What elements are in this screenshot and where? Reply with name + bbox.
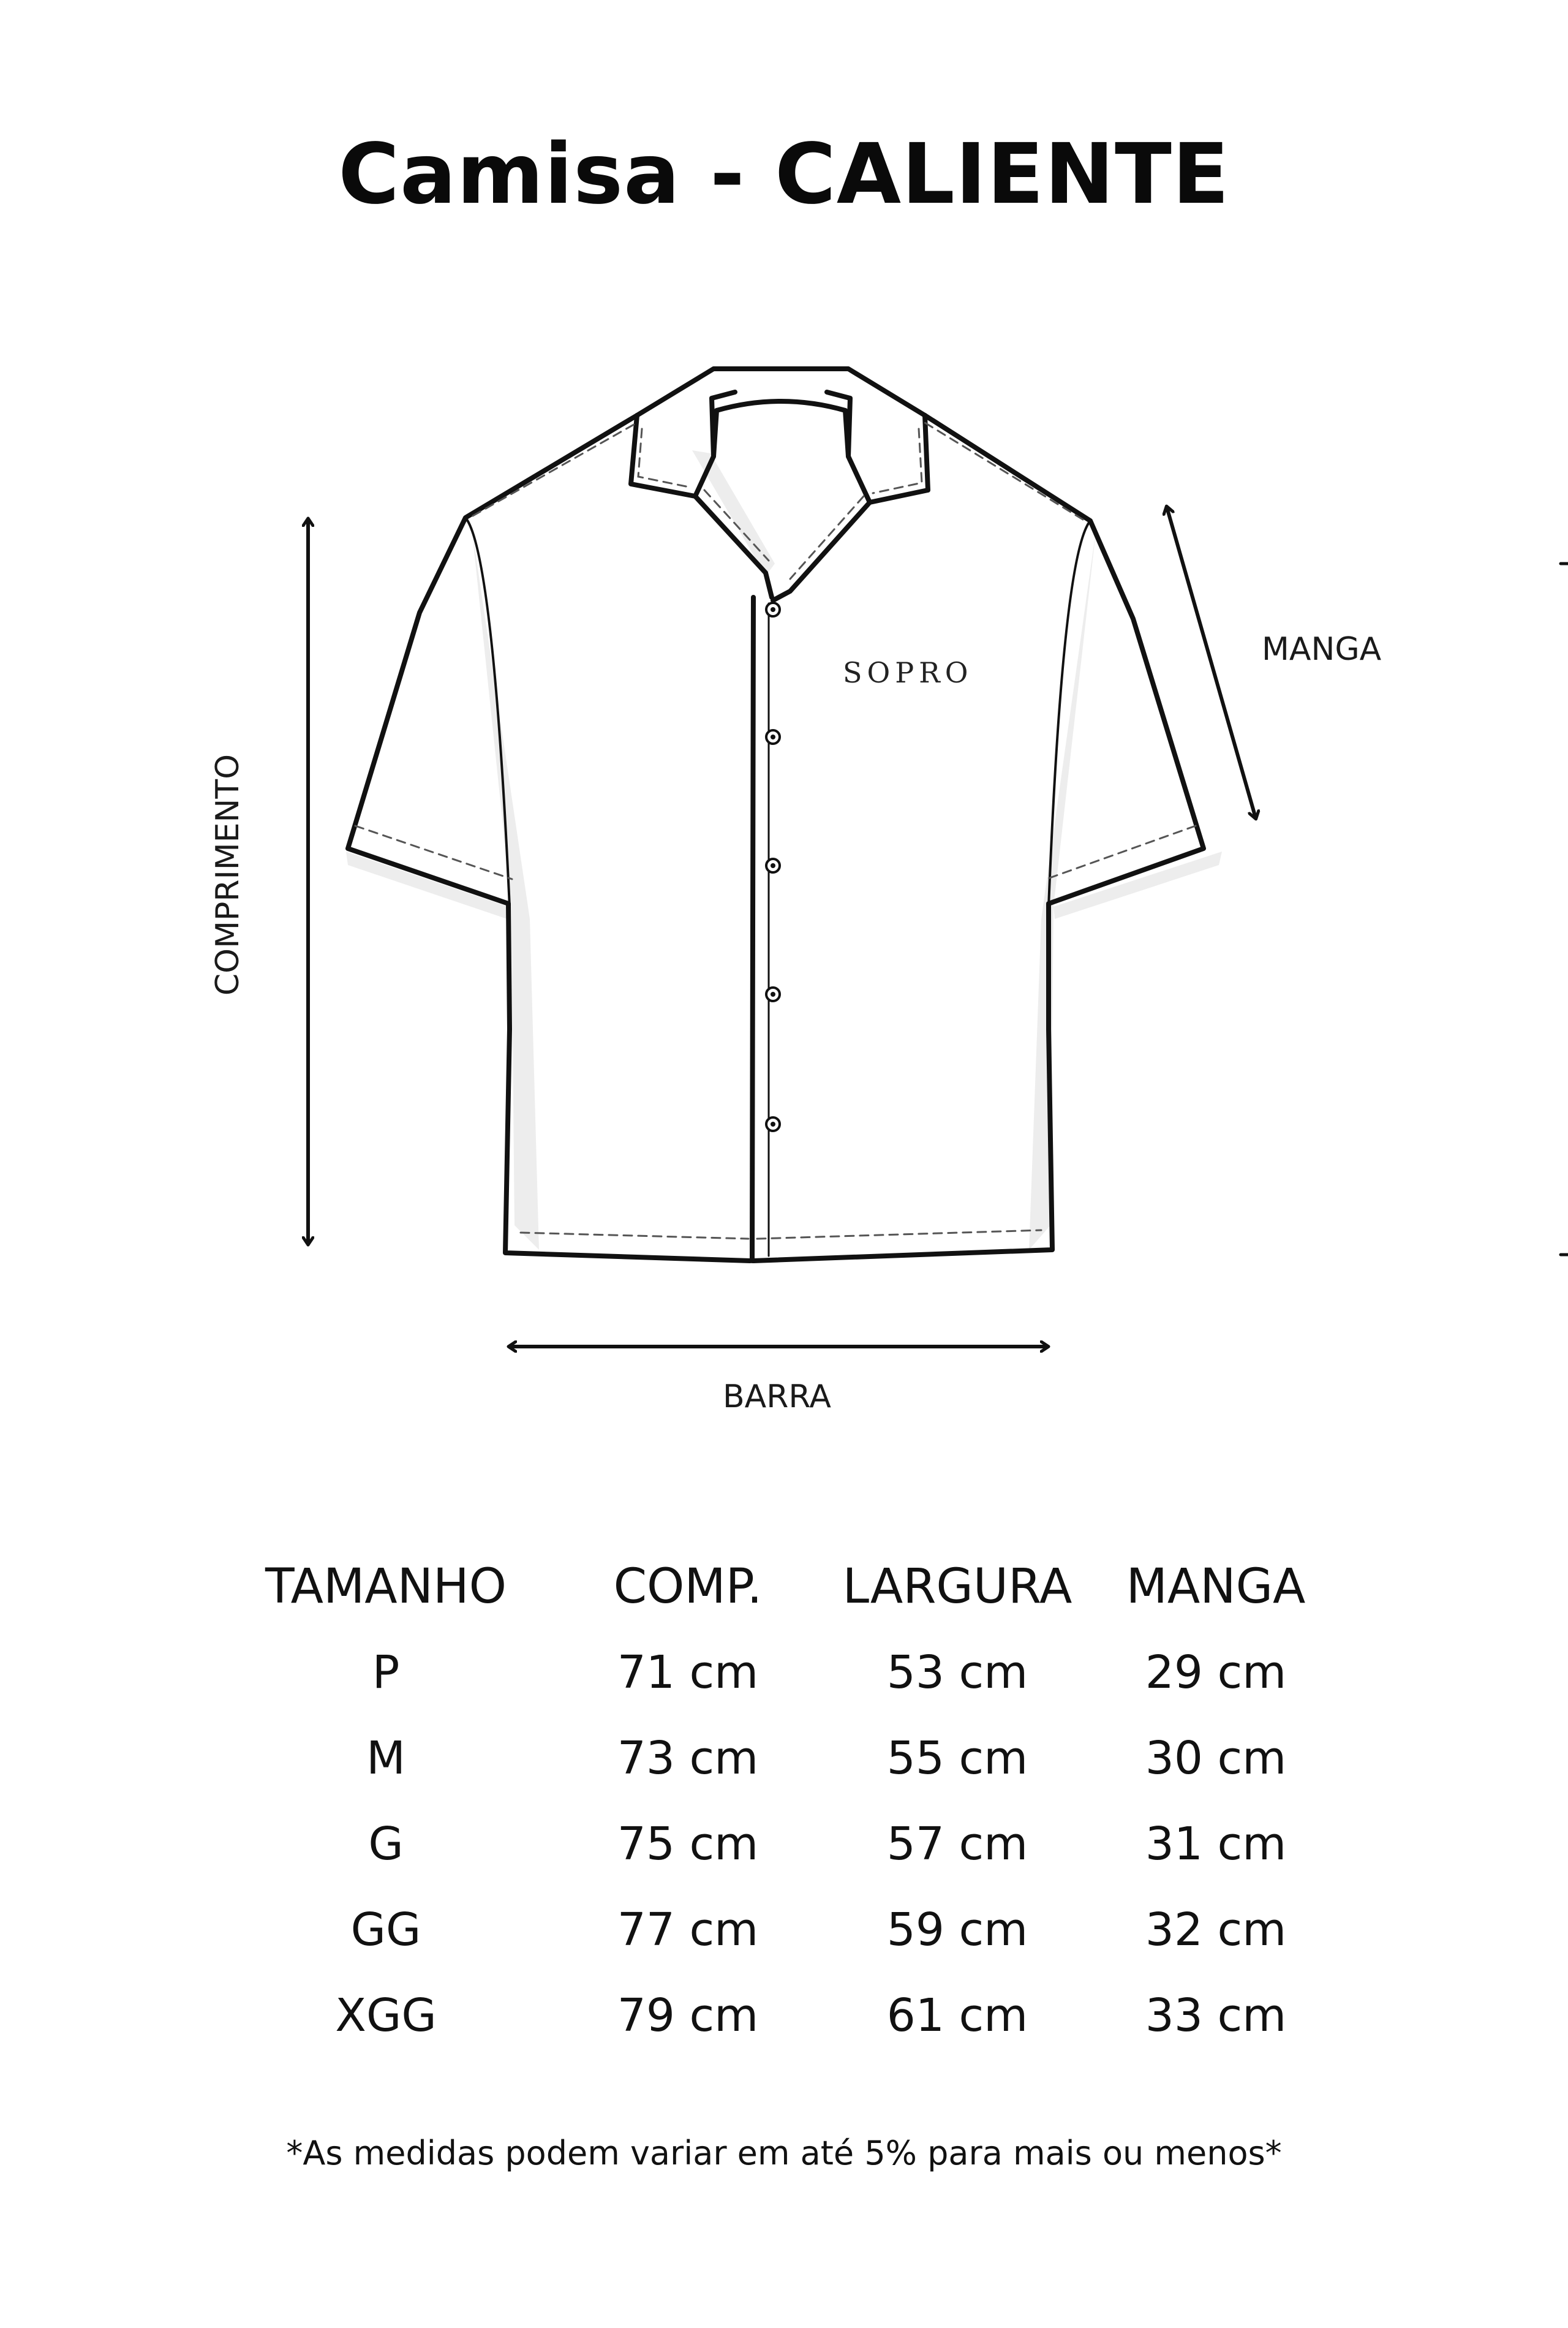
cell-width: 57 cm [886,1818,1028,1870]
cell-sleeve: 31 cm [1145,1818,1287,1870]
brand-label: SOPRO [843,656,973,689]
cell-length: 73 cm [617,1732,759,1785]
measurement-note: *As medidas podem variar em até 5% para mais ou menos* [286,2134,1282,2172]
header-width: LARGURA [842,1559,1072,1614]
cell-size: G [368,1818,404,1870]
shirt-shading [346,450,1222,1250]
measurement-arrows [308,507,1256,1347]
sleeve-label: MANGA [1262,631,1382,668]
table-row [0,1642,1568,1715]
cell-sleeve: 32 cm [1145,1903,1287,1956]
cell-sleeve: 30 cm [1145,1732,1287,1785]
cell-size: M [366,1732,405,1785]
cell-size: XGG [335,1989,437,2042]
hem-label: BARRA [723,1378,831,1415]
cell-sleeve: 33 cm [1145,1989,1287,2042]
cell-length: 79 cm [617,1989,759,2042]
page-title: Camisa - CALIENTE [338,126,1230,223]
table-header [0,1556,1568,1630]
seams [466,518,1090,1256]
header-sleeve: MANGA [1126,1559,1306,1614]
table-row [0,1899,1568,1973]
edge-marks [1561,564,1568,1255]
cell-length: 75 cm [617,1818,759,1870]
header-size: TAMANHO [265,1559,507,1614]
cell-width: 61 cm [886,1989,1028,2042]
length-label: COMPRIMENTO [209,754,246,996]
cell-width: 55 cm [886,1732,1028,1785]
cell-size: GG [350,1903,421,1956]
cell-sleeve: 29 cm [1145,1646,1287,1699]
table-row [0,1728,1568,1801]
cell-size: P [372,1646,400,1699]
cell-width: 59 cm [886,1903,1028,1956]
cell-width: 53 cm [886,1646,1028,1699]
table-row [0,1985,1568,2058]
cell-length: 71 cm [617,1646,759,1699]
stitching [355,423,1196,1239]
header-length: COMP. [613,1559,763,1614]
cell-length: 77 cm [617,1903,759,1956]
table-row [0,1813,1568,1887]
